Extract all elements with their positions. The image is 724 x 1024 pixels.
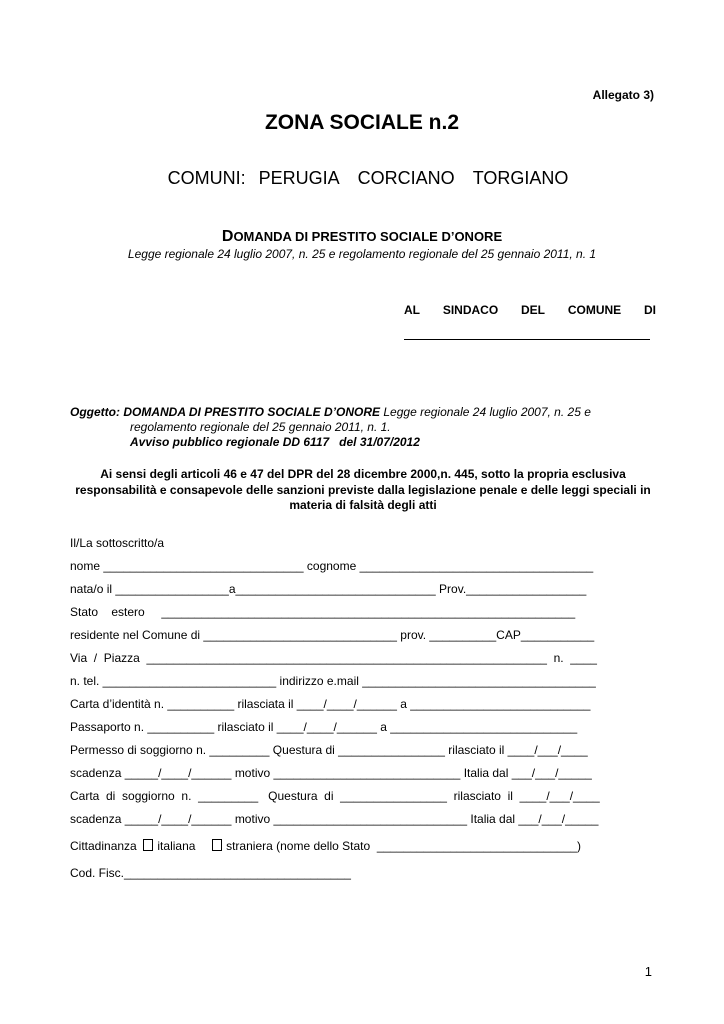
field-codice-fiscale[interactable]: Cod. Fisc.__________________________________ (70, 866, 351, 880)
field-telefono-email[interactable]: n. tel. __________________________ indirizzo e.mail ___________________________________ (70, 674, 596, 688)
field-carta-soggiorno[interactable]: Carta di soggiorno n. _________ Questura di ________________ rilasciato il ____/___/____ (70, 789, 600, 803)
cittadinanza-label: Cittadinanza (70, 839, 137, 853)
subject-law-2: regolamento regionale del 25 gennaio 2011, n. 1. (130, 420, 391, 434)
field-scadenza-2[interactable]: scadenza _____/____/______ motivo _____________________________ Italia dal ___/___/_____ (70, 812, 599, 826)
recipient-word: AL (404, 303, 420, 317)
municipalities (0, 147, 724, 189)
title-initial: D (221, 228, 234, 245)
declaration-text: Ai sensi degli articoli 46 e 47 del DPR del 28 dicembre 2000,n. 445, sotto la propria esclusiva responsabilità e consapevole delle sanzioni previste dalla legislazione penale e delle leggi speciali in materia di falsità degli atti (75, 467, 651, 512)
comune-perugia: PERUGIA (258, 168, 340, 188)
recipient-line (404, 303, 656, 317)
page-number: 1 (644, 964, 652, 979)
comune-corciano: CORCIANO (357, 168, 455, 188)
zone-title: ZONA SOCIALE n.2 (264, 111, 460, 134)
checkbox-straniera[interactable] (212, 839, 222, 851)
field-residenza[interactable]: residente nel Comune di _____________________________ prov. __________CAP___________ (70, 628, 595, 642)
subject-title: DOMANDA DI PRESTITO SOCIALE D’ONORE (123, 405, 381, 419)
recipient-word: DEL (521, 303, 545, 317)
recipient-word: SINDACO (442, 303, 499, 317)
field-via[interactable]: Via / Piazza ____________________________________________________________ n. ____ (70, 651, 597, 665)
field-carta-identita[interactable]: Carta d’identità n. __________ rilasciata il ____/____/______ a ___________________________ (70, 697, 591, 711)
field-nome-cognome[interactable]: nome ______________________________ cognome ___________________________________ (70, 559, 594, 573)
comuni-label: COMUNI: (167, 168, 246, 188)
italiana-label: italiana (157, 839, 196, 853)
subject-law-1: Legge regionale 24 luglio 2007, n. 25 e (383, 405, 591, 419)
field-nascita[interactable]: nata/o il _________________a______________________________ Prov.__________________ (70, 582, 587, 596)
subject-label: Oggetto: (70, 405, 120, 419)
document-title (0, 228, 724, 246)
field-cittadinanza (70, 839, 581, 853)
field-scadenza-1[interactable]: scadenza _____/____/______ motivo ____________________________ Italia dal ___/___/_____ (70, 766, 592, 780)
comune-torgiano: TORGIANO (472, 168, 569, 188)
recipient-blank-line[interactable] (404, 339, 650, 340)
subject-avviso: Avviso pubblico regionale DD 6117 del 31/07/2012 (130, 435, 420, 449)
form-intro: Il/La sottoscritto/a (70, 536, 165, 550)
straniera-label[interactable]: straniera (nome dello Stato ______________________________) (226, 839, 582, 853)
field-passaporto[interactable]: Passaporto n. __________ rilasciato il ____/____/______ a ____________________________ (70, 720, 578, 734)
subject-line-1 (70, 405, 591, 420)
recipient-word: COMUNE (567, 303, 622, 317)
law-reference: Legge regionale 24 luglio 2007, n. 25 e regolamento regionale del 25 gennaio 2011, n. 1 (127, 247, 597, 261)
field-stato-estero[interactable]: Stato estero ______________________________________________________________ (70, 605, 576, 619)
recipient-word: DI (644, 303, 656, 317)
checkbox-italiana[interactable] (143, 839, 153, 851)
attachment-label: Allegato 3) (592, 88, 654, 102)
title-rest: OMANDA DI PRESTITO SOCIALE D’ONORE (233, 229, 503, 244)
field-permesso-soggiorno[interactable]: Permesso di soggiorno n. _________ Questura di ________________ rilasciato il ____/___/____ (70, 743, 588, 757)
